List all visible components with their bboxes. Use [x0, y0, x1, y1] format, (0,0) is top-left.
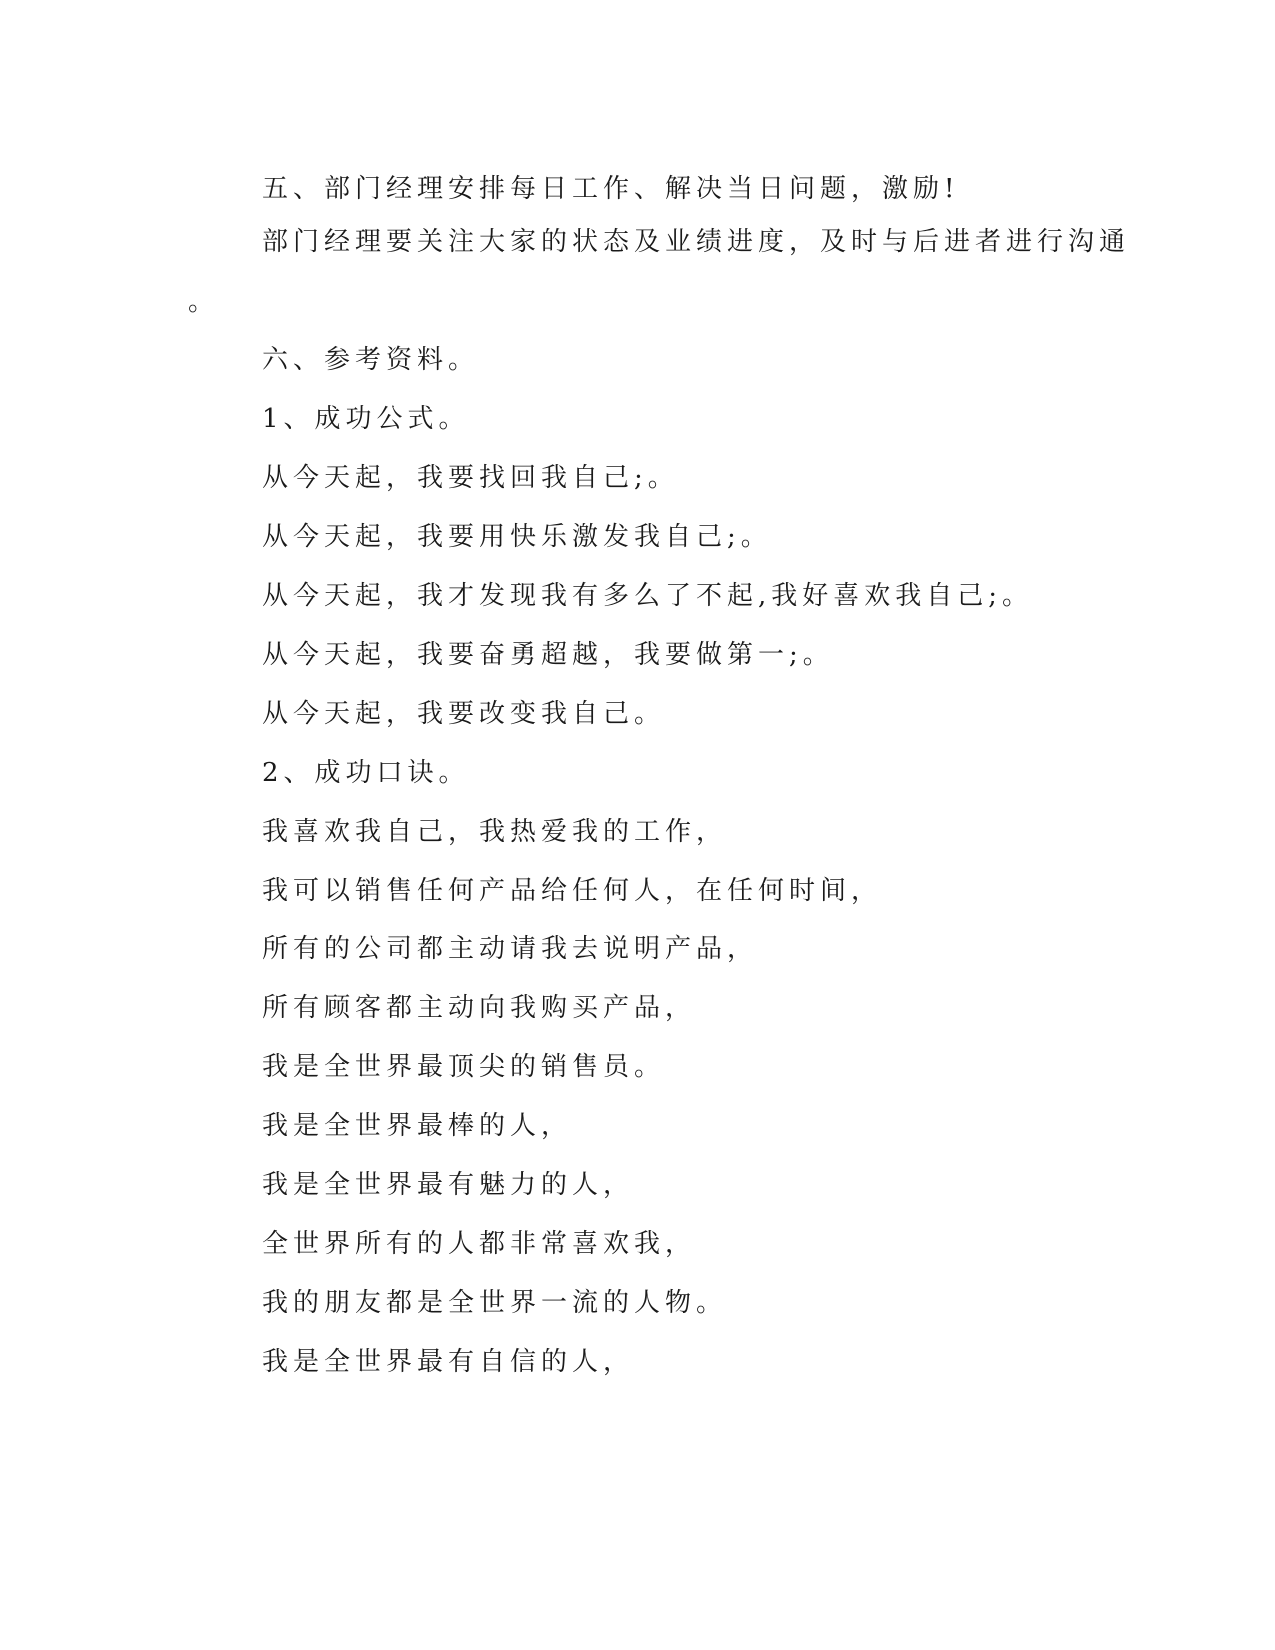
subheading-success-formula: 1、成功公式。	[262, 404, 470, 434]
mantra-line-5: 我是全世界最顶尖的销售员。	[262, 1052, 666, 1082]
mantra-line-2: 我可以销售任何产品给任何人，在任何时间，	[262, 876, 883, 906]
paragraph-wrap-punctuation: 。	[188, 287, 220, 317]
paragraph-manager-attention: 部门经理要关注大家的状态及业绩进度，及时与后进者进行沟通	[262, 227, 1131, 257]
mantra-line-10: 我是全世界最有自信的人，	[262, 1347, 635, 1377]
formula-line-5: 从今天起，我要改变我自己。	[262, 699, 666, 729]
subheading-success-mantra: 2、成功口诀。	[262, 758, 470, 788]
mantra-line-9: 我的朋友都是全世界一流的人物。	[262, 1288, 728, 1318]
mantra-line-4: 所有顾客都主动向我购买产品，	[262, 993, 697, 1023]
formula-line-4: 从今天起，我要奋勇超越，我要做第一;。	[262, 640, 834, 670]
formula-line-3: 从今天起，我才发现我有多么了不起,我好喜欢我自己;。	[262, 581, 1034, 611]
mantra-line-3: 所有的公司都主动请我去说明产品，	[262, 934, 759, 964]
formula-line-1: 从今天起，我要找回我自己;。	[262, 463, 679, 493]
heading-five: 五、部门经理安排每日工作、解决当日问题，激励!	[262, 174, 960, 204]
mantra-line-8: 全世界所有的人都非常喜欢我，	[262, 1229, 697, 1259]
formula-line-2: 从今天起，我要用快乐激发我自己;。	[262, 522, 772, 552]
heading-six: 六、参考资料。	[262, 345, 480, 375]
mantra-line-7: 我是全世界最有魅力的人，	[262, 1170, 635, 1200]
mantra-line-1: 我喜欢我自己，我热爱我的工作，	[262, 817, 728, 847]
mantra-line-6: 我是全世界最棒的人，	[262, 1111, 573, 1141]
